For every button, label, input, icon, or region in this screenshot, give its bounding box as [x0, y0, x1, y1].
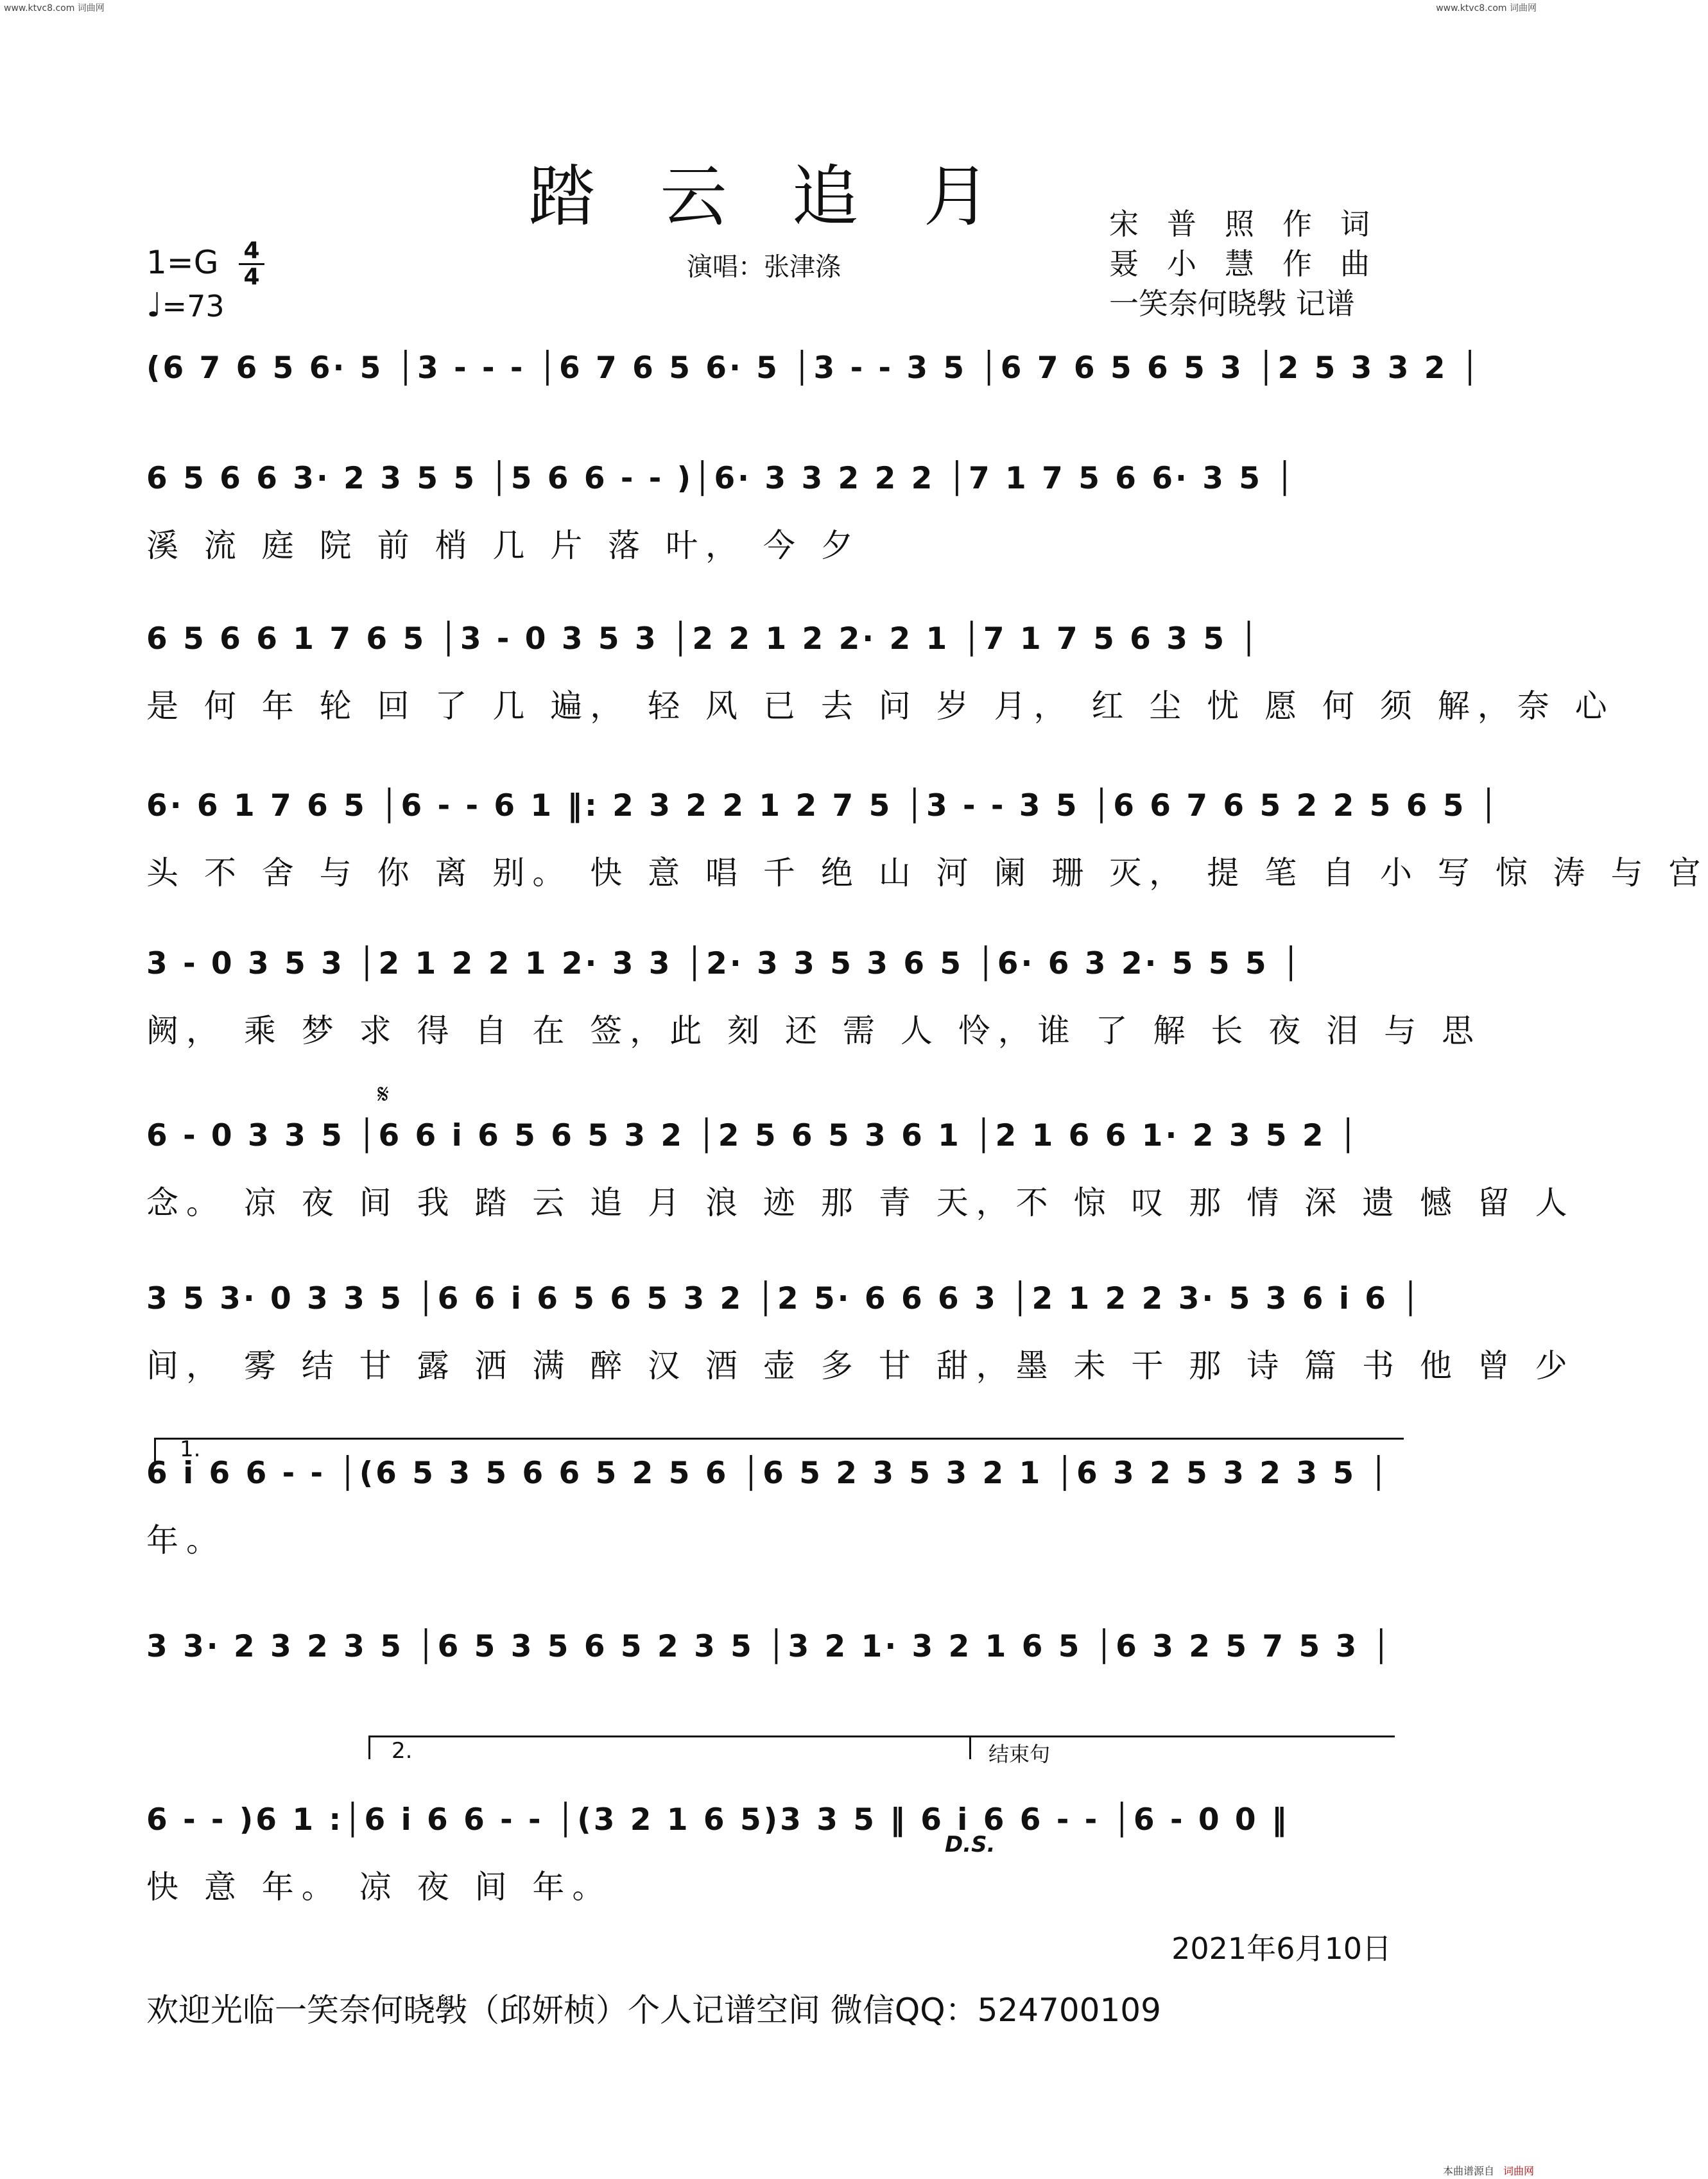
footer-source [1443, 2163, 1534, 2178]
time-signature-top: 4 [243, 237, 260, 264]
notes-line: 3 - 0 3 5 3 │2 1 2 2 1 2· 3 3 │2· 3 3 5 3 6 5 │6· 6 3 2· 5 5 5 │ [146, 946, 1303, 981]
time-signature [239, 239, 264, 289]
notes-line: 3 3· 2 3 2 3 5 │6 5 3 5 6 5 2 3 5 │3 2 1· 3 2 1 6 5 │6 3 2 5 7 5 3 │ [146, 1629, 1393, 1664]
lyrics-line: 间， 雾 结 甘 露 洒 满 醉 汉 酒 壶 多 甘 甜，墨 未 干 那 诗 篇 书 他 曾 少 [146, 1347, 1575, 1384]
site-header [0, 0, 1540, 12]
notes-line: 6 - 0 3 3 5 │6 6 i 6 5 6 5 3 2 │2 5 6 5 3 6 1 │2 1 6 6 1· 2 3 5 2 │ [146, 1118, 1360, 1153]
welcome-text: 欢迎光临一笑奈何晓斅（邱妍桢）个人记谱空间 微信QQ：524700109 [146, 1992, 1161, 2029]
tempo-marking [146, 286, 225, 325]
composer-credit: 聂小慧作曲 [1109, 246, 1398, 281]
lyrics-line: 头 不 舍 与 你 离 别。 快 意 唱 千 绝 山 河 阑 珊 灭， 提 笔 自 小 写 惊 涛 与 宫 [146, 854, 1708, 891]
volta-1-bracket [154, 1438, 1404, 1461]
notes-line: 6 5 6 6 3· 2 3 5 5 │5 6 6 - - )│6· 3 3 2 2 2 │7 1 7 5 6 6· 3 5 │ [146, 461, 1297, 496]
lyrics-line: 阙， 乘 梦 求 得 自 在 签，此 刻 还 需 人 怜，谁 了 解 长 夜 泪 与 思 [146, 1012, 1481, 1049]
footer-source-label: 本曲谱源自 [1442, 2165, 1494, 2177]
volta-2-label: 2. [392, 1738, 413, 1764]
notes-line: 6 5 6 6 1 7 6 5 │3 - 0 3 5 3 │2 2 1 2 2· 2 1 │7 1 7 5 6 3 5 │ [146, 621, 1261, 657]
lyrics-line: 年。 [146, 1522, 226, 1559]
notes-line: 6· 6 1 7 6 5 │6 - - 6 1 ‖: 2 3 2 2 1 2 7 5 │3 - - 3 5 │6 6 7 6 5 2 2 5 6 5 │ [146, 788, 1501, 823]
credits-block [1109, 204, 1398, 323]
ds-marking: D.S. [945, 1832, 996, 1857]
footer-site-label: 词曲网 [1503, 2165, 1534, 2177]
notes-line: 6 - - )6 1 :│6 i 6 6 - - │(3 2 1 6 5)3 3 5 ‖ 6 i 6 6 - - │6 - 0 0 ‖ [146, 1802, 1290, 1838]
lyrics-line: 快 意 年。 凉 夜 间 年。 [146, 1868, 612, 1906]
lyricist-credit: 宋普照作词 [1109, 207, 1398, 241]
volta-2-bracket [368, 1735, 974, 1759]
notes-line: (6 7 6 5 6· 5 │3 - - - │6 7 6 5 6· 5 │3 - - 3 5 │6 7 6 5 6 5 3 │2 5 3 3 2 │ [146, 350, 1482, 386]
notes-line: 3 5 3· 0 3 3 5 │6 6 i 6 5 6 5 3 2 │2 5· 6 6 6 3 │2 1 2 2 3· 5 3 6 i 6 │ [146, 1281, 1422, 1316]
segno-icon: 𝄋 [377, 1078, 390, 1110]
notes-line: 6 i 6 6 - - │(6 5 3 5 6 6 5 2 5 6 │6 5 2 3 5 3 2 1 │6 3 2 5 3 2 3 5 │ [146, 1456, 1390, 1491]
tempo-value: =73 [162, 289, 225, 323]
lyrics-line: 念。 凉 夜 间 我 踏 云 追 月 浪 迹 那 青 天，不 惊 叹 那 情 深 遗 憾 留 人 [146, 1184, 1575, 1221]
ending-label: 结束句 [988, 1742, 1051, 1766]
lyrics-line: 溪 流 庭 院 前 梢 几 片 落 叶， 今 夕 [146, 527, 861, 564]
volta-1-label: 1. [180, 1436, 201, 1462]
ending-bracket [969, 1735, 1395, 1759]
site-label-left: www.ktvc8.com 词曲网 [4, 3, 105, 13]
date-label: 2021年6月10日 [1171, 1931, 1392, 1966]
quarter-note-icon: ♩ [146, 286, 162, 325]
song-title: 踏 云 追 月 [528, 157, 1012, 236]
transcriber-credit: 一笑奈何晓斅 记谱 [1109, 286, 1355, 321]
time-signature-bottom: 4 [239, 263, 264, 289]
lyrics-line: 是 何 年 轮 回 了 几 遍， 轻 风 已 去 问 岁 月， 红 尘 忧 愿 何 须 解，奈 心 [146, 687, 1615, 725]
site-label-right: www.ktvc8.com 词曲网 [1436, 3, 1537, 13]
key-signature: 1=G [146, 244, 219, 281]
singer-credit: 演唱：张津涤 [687, 252, 841, 282]
